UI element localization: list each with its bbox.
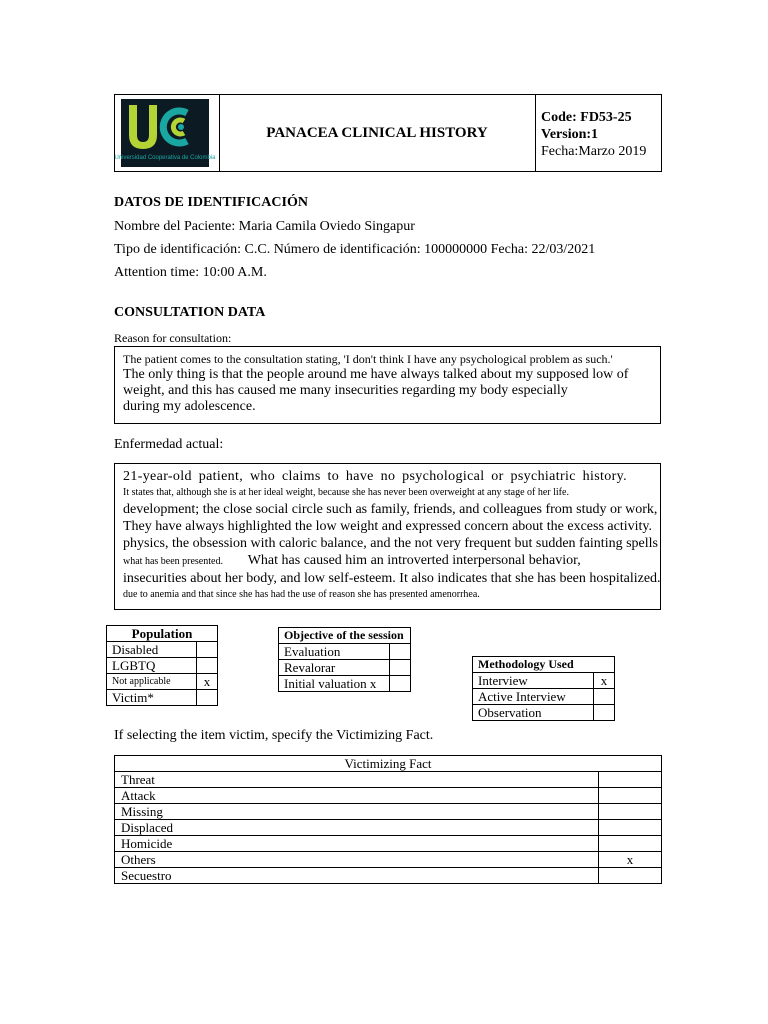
attention-time: Attention time: 10:00 A.M. [114, 265, 267, 280]
logo-cell [115, 95, 220, 171]
table-row [115, 868, 662, 884]
identification-line: Tipo de identificación: C.C. Número de identificación: 100000000 Fecha: 22/03/2021 [114, 242, 596, 257]
patient-name: Nombre del Paciente: Maria Camila Oviedo Singapur [114, 219, 415, 234]
reason-line: weight, and this has caused me many insecurities regarding my body especially [123, 383, 568, 398]
objective-table [278, 627, 411, 692]
table-row [115, 836, 662, 852]
illness-line: physics, the obsession with caloric balance, and the not very frequent but sudden fainting spells [123, 536, 658, 551]
illness-box [114, 463, 661, 610]
table-row [107, 690, 218, 706]
table-row [115, 788, 662, 804]
document-header [114, 94, 662, 172]
option-label: Active Interview [473, 689, 594, 705]
option-checkbox[interactable] [594, 689, 615, 705]
objective-heading: Objective of the session [279, 628, 411, 644]
population-heading: Population [107, 626, 218, 642]
option-checkbox[interactable] [594, 705, 615, 721]
illness-line: 21-year-old patient, who claims to have no psychological or psychiatric history. [123, 469, 627, 484]
table-row [115, 820, 662, 836]
option-label: Interview [473, 673, 594, 689]
option-label: Revalorar [279, 660, 390, 676]
reason-label: Reason for consultation: [114, 331, 232, 345]
illness-fragment: what has been presented. [123, 556, 223, 567]
option-checkbox[interactable] [599, 868, 662, 884]
option-checkbox[interactable] [197, 690, 218, 706]
option-label: Disabled [107, 642, 197, 658]
logo-text: Universidad Cooperativa de Colombia [114, 155, 216, 161]
option-checkbox[interactable]: x [599, 852, 662, 868]
illness-line: They have always highlighted the low weight and expressed concern about the excess activity. [123, 519, 652, 534]
option-label: Others [115, 852, 599, 868]
document-version: Version:1 [541, 127, 599, 142]
victimizing-heading: Victimizing Fact [115, 756, 662, 772]
document-title: PANACEA CLINICAL HISTORY [219, 95, 536, 171]
identification-heading: DATOS DE IDENTIFICACIÓN [114, 195, 308, 210]
table-row [115, 772, 662, 788]
table-row [279, 676, 411, 692]
consultation-heading: CONSULTATION DATA [114, 305, 266, 320]
illness-line: insecurities about her body, and low self-esteem. It also indicates that she has been hospitalized. [123, 571, 661, 586]
option-label: Victim* [107, 690, 197, 706]
document-code: Code: FD53-25 [541, 110, 632, 125]
document-date: Fecha:Marzo 2019 [541, 144, 647, 159]
option-label: Threat [115, 772, 599, 788]
option-checkbox[interactable]: x [594, 673, 615, 689]
reason-line: The only thing is that the people around me have always talked about my supposed low of [123, 367, 629, 382]
table-row [473, 689, 615, 705]
illness-line-mixed [123, 552, 652, 570]
option-label: Evaluation [279, 644, 390, 660]
option-checkbox[interactable] [599, 788, 662, 804]
victim-note: If selecting the item victim, specify the Victimizing Fact. [114, 728, 434, 743]
option-checkbox[interactable]: x [197, 674, 218, 690]
table-row [107, 674, 218, 690]
option-checkbox[interactable] [599, 804, 662, 820]
table-row [279, 644, 411, 660]
option-label: LGBTQ [107, 658, 197, 674]
option-checkbox[interactable] [197, 642, 218, 658]
reason-box [114, 346, 661, 424]
reason-line: The patient comes to the consultation stating, 'I don't think I have any psychological problem as such.' [123, 352, 613, 366]
option-label: Homicide [115, 836, 599, 852]
option-checkbox[interactable] [390, 676, 411, 692]
option-label: Attack [115, 788, 599, 804]
illness-line: due to anemia and that since she has had the use of reason she has presented amenorrhea. [123, 589, 480, 600]
option-label: Missing [115, 804, 599, 820]
option-label: Observation [473, 705, 594, 721]
table-row [115, 852, 662, 868]
table-row [107, 658, 218, 674]
option-label: Displaced [115, 820, 599, 836]
table-row [473, 673, 615, 689]
illness-fragment: What has caused him an introverted interpersonal behavior, [247, 553, 581, 568]
option-checkbox[interactable] [197, 658, 218, 674]
table-row [473, 705, 615, 721]
reason-line: during my adolescence. [123, 399, 256, 414]
option-label: Not applicable [107, 674, 197, 690]
illness-line: It states that, although she is at her ideal weight, because she has never been overweight at any stage of her life. [123, 487, 569, 498]
option-checkbox[interactable] [599, 836, 662, 852]
university-logo [114, 99, 216, 167]
option-label: Secuestro [115, 868, 599, 884]
population-table [106, 625, 218, 706]
option-checkbox[interactable] [599, 772, 662, 788]
option-checkbox[interactable] [390, 660, 411, 676]
victimizing-fact-table [114, 755, 662, 884]
illness-line: development; the close social circle such as family, friends, and colleagues from study or work, [123, 502, 658, 517]
methodology-heading: Methodology Used [473, 657, 615, 673]
option-checkbox[interactable] [390, 644, 411, 660]
table-row [107, 642, 218, 658]
document-meta [536, 95, 661, 171]
option-checkbox[interactable] [599, 820, 662, 836]
option-label: Initial valuation x [279, 676, 390, 692]
table-row [279, 660, 411, 676]
methodology-table [472, 656, 615, 721]
table-row [115, 804, 662, 820]
illness-label: Enfermedad actual: [114, 437, 224, 452]
